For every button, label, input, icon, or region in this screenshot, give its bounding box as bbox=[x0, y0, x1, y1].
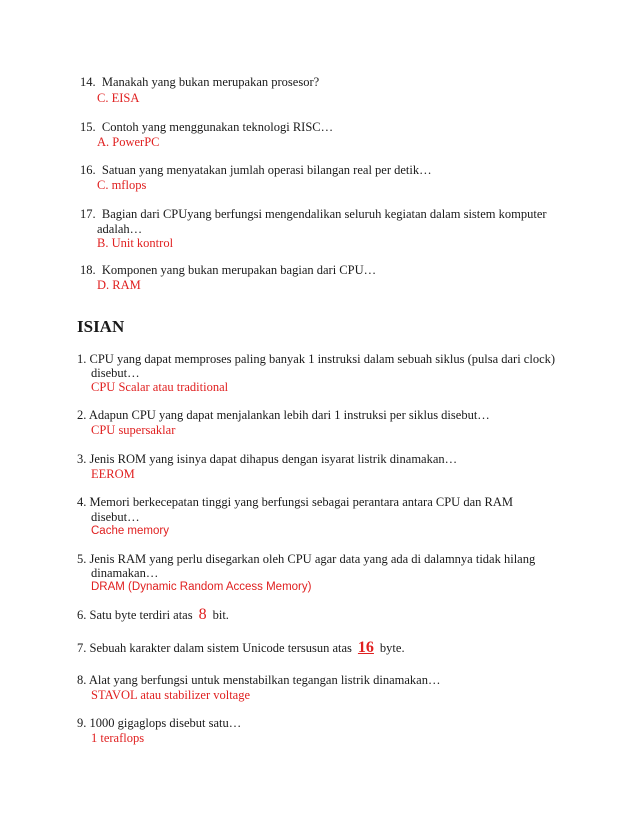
isian-question-5-cont: dinamakan… bbox=[91, 566, 159, 580]
isian-question-5: 5. Jenis RAM yang perlu disegarkan oleh CPU agar data yang ada di dalamnya tidak hilang bbox=[77, 552, 536, 566]
isian-question-1: 1. CPU yang dapat memproses paling banyak 1 instruksi dalam sebuah siklus (pulsa dari clock) bbox=[77, 352, 556, 366]
isian-answer-2: CPU supersaklar bbox=[91, 423, 176, 437]
isian-question-4-cont: disebut… bbox=[91, 510, 140, 524]
isian-answer-1: CPU Scalar atau traditional bbox=[91, 380, 229, 394]
isian-question-4: 4. Memori berkecepatan tinggi yang berfungsi sebagai perantara antara CPU dan RAM bbox=[77, 495, 513, 509]
isian-question-6: 6. Satu byte terdiri atas 8 bit. bbox=[77, 606, 229, 623]
isian-question-2: 2. Adapun CPU yang dapat menjalankan lebih dari 1 instruksi per siklus disebut… bbox=[77, 408, 490, 422]
isian-answer-4: Cache memory bbox=[91, 525, 169, 537]
answer-18: D. RAM bbox=[97, 278, 141, 292]
answer-14: C. EISA bbox=[97, 91, 140, 105]
isian-answer-5: DRAM (Dynamic Random Access Memory) bbox=[91, 581, 312, 593]
isian-answer-8: STAVOL atau stabilizer voltage bbox=[91, 688, 251, 702]
answer-16: C. mflops bbox=[97, 178, 147, 192]
isian-answer-7: 16 bbox=[357, 639, 374, 656]
isian-question-9: 9. 1000 gigaglops disebut satu… bbox=[77, 716, 242, 730]
answer-15: A. PowerPC bbox=[97, 135, 160, 149]
question-14: 14. Manakah yang bukan merupakan prosesor? bbox=[80, 75, 320, 89]
question-17: 17. Bagian dari CPUyang berfungsi mengendalikan seluruh kegiatan dalam sistem komputer bbox=[80, 207, 547, 221]
isian-question-3: 3. Jenis ROM yang isinya dapat dihapus dengan isyarat listrik dinamakan… bbox=[77, 452, 458, 466]
isian-question-8: 8. Alat yang berfungsi untuk menstabilkan tegangan listrik dinamakan… bbox=[77, 673, 441, 687]
question-16: 16. Satuan yang menyatakan jumlah operasi bilangan real per detik… bbox=[80, 163, 432, 177]
question-15: 15. Contoh yang menggunakan teknologi RISC… bbox=[80, 120, 334, 134]
question-17-cont: adalah… bbox=[97, 222, 143, 236]
isian-answer-6: 8 bbox=[198, 606, 207, 623]
isian-question-1-cont: disebut… bbox=[91, 366, 140, 380]
answer-17: B. Unit kontrol bbox=[97, 236, 174, 250]
isian-answer-9: 1 teraflops bbox=[91, 731, 145, 745]
isian-answer-3: EEROM bbox=[91, 467, 135, 481]
section-heading-isian: ISIAN bbox=[77, 317, 125, 336]
isian-question-7: 7. Sebuah karakter dalam sistem Unicode tersusun atas 16 byte. bbox=[77, 639, 405, 656]
question-18: 18. Komponen yang bukan merupakan bagian dari CPU… bbox=[80, 263, 377, 277]
